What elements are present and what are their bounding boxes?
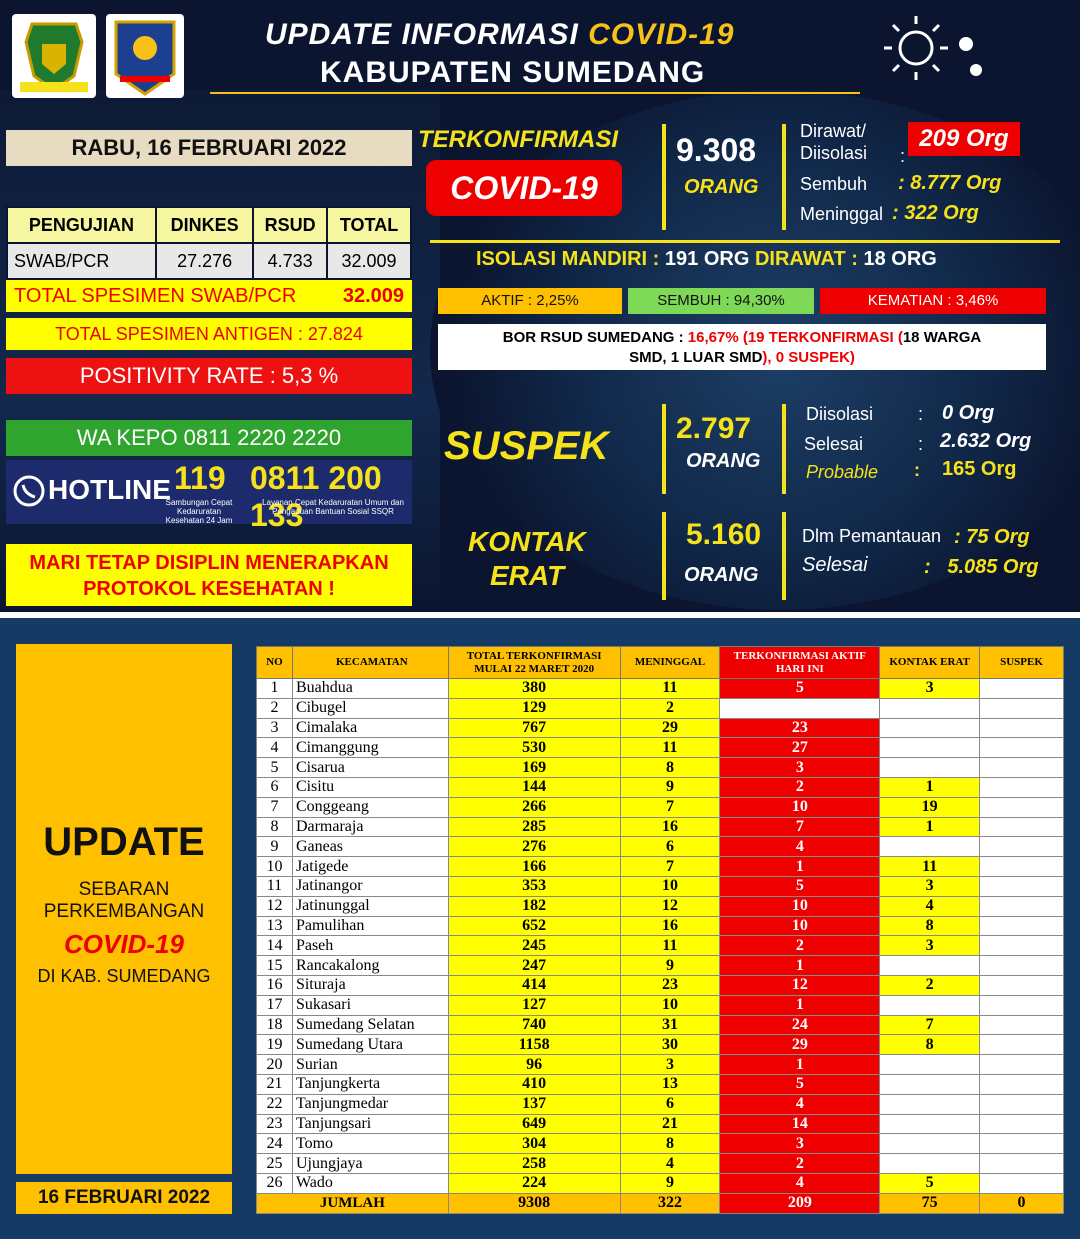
td-dinkes: 27.276 bbox=[156, 243, 253, 279]
th-kecamatan: KECAMATAN bbox=[292, 647, 448, 679]
row-suspek bbox=[980, 1094, 1064, 1114]
table-row bbox=[257, 1055, 1064, 1075]
row-suspek bbox=[980, 797, 1064, 817]
row-meninggal: 11 bbox=[620, 679, 720, 699]
row-suspek bbox=[980, 1114, 1064, 1134]
row-kontak bbox=[880, 698, 980, 718]
row-suspek bbox=[980, 1154, 1064, 1174]
hotline-119: 119 bbox=[174, 460, 226, 496]
row-no: 26 bbox=[257, 1173, 293, 1193]
total-specimen-label: TOTAL SPESIMEN SWAB/PCR bbox=[14, 285, 297, 307]
row-kontak: 8 bbox=[880, 1035, 980, 1055]
row-no: 1 bbox=[257, 679, 293, 699]
table-row bbox=[257, 797, 1064, 817]
row-suspek bbox=[980, 1035, 1064, 1055]
table-row bbox=[257, 916, 1064, 936]
row-aktif: 12 bbox=[720, 975, 880, 995]
row-kecamatan: Tanjungkerta bbox=[292, 1074, 448, 1094]
row-suspek bbox=[980, 738, 1064, 758]
dirawat-value: 209 Org bbox=[908, 122, 1020, 156]
th-meninggal: MENINGGAL bbox=[620, 647, 720, 679]
th-total: TOTAL bbox=[327, 207, 411, 243]
row-aktif bbox=[720, 698, 880, 718]
row-meninggal: 23 bbox=[620, 975, 720, 995]
row-kontak bbox=[880, 1134, 980, 1154]
row-suspek bbox=[980, 718, 1064, 738]
table-row bbox=[257, 896, 1064, 916]
suspek-probable-label: Probable bbox=[806, 462, 879, 482]
row-aktif: 27 bbox=[720, 738, 880, 758]
row-aktif: 3 bbox=[720, 758, 880, 778]
row-meninggal: 30 bbox=[620, 1035, 720, 1055]
kecamatan-table bbox=[256, 646, 1064, 1214]
row-suspek bbox=[980, 936, 1064, 956]
kontak-label-2: ERAT bbox=[490, 560, 565, 591]
th-pengujian: PENGUJIAN bbox=[7, 207, 156, 243]
row-kecamatan: Tanjungsari bbox=[292, 1114, 448, 1134]
row-no: 19 bbox=[257, 1035, 293, 1055]
row-suspek bbox=[980, 876, 1064, 896]
testing-table bbox=[6, 206, 412, 280]
whatsapp-icon bbox=[12, 474, 46, 508]
kontak-selesai-value: : 5.085 Org bbox=[924, 556, 1039, 578]
row-meninggal: 10 bbox=[620, 876, 720, 896]
row-total: 224 bbox=[448, 1173, 620, 1193]
row-aktif: 29 bbox=[720, 1035, 880, 1055]
suspek-diisolasi-value: 0 Org bbox=[942, 402, 995, 424]
row-kontak: 5 bbox=[880, 1173, 980, 1193]
row-aktif: 1 bbox=[720, 857, 880, 877]
row-total: 96 bbox=[448, 1055, 620, 1075]
row-meninggal: 12 bbox=[620, 896, 720, 916]
row-kecamatan: Ujungjaya bbox=[292, 1154, 448, 1174]
row-no: 9 bbox=[257, 837, 293, 857]
row-total: 247 bbox=[448, 956, 620, 976]
row-total: 266 bbox=[448, 797, 620, 817]
table-row bbox=[257, 1173, 1064, 1193]
row-total: 245 bbox=[448, 936, 620, 956]
row-kontak: 3 bbox=[880, 876, 980, 896]
row-suspek bbox=[980, 995, 1064, 1015]
total-meninggal: 322 bbox=[620, 1193, 720, 1213]
row-kecamatan: Jatinunggal bbox=[292, 896, 448, 916]
row-meninggal: 8 bbox=[620, 758, 720, 778]
title-underline bbox=[210, 92, 860, 94]
row-kecamatan: Wado bbox=[292, 1173, 448, 1193]
table-row bbox=[257, 1134, 1064, 1154]
row-aktif: 3 bbox=[720, 1134, 880, 1154]
isolasi-row: ISOLASI MANDIRI : 191 ORG DIRAWAT : 18 ORG bbox=[476, 248, 937, 270]
row-kontak: 3 bbox=[880, 936, 980, 956]
row-kecamatan: Pamulihan bbox=[292, 916, 448, 936]
row-no: 11 bbox=[257, 876, 293, 896]
row-kontak bbox=[880, 1055, 980, 1075]
row-kecamatan: Paseh bbox=[292, 936, 448, 956]
table-row bbox=[257, 975, 1064, 995]
row-total: 285 bbox=[448, 817, 620, 837]
total-suspek: 0 bbox=[980, 1193, 1064, 1213]
side-title-box bbox=[16, 644, 232, 1174]
row-meninggal: 7 bbox=[620, 857, 720, 877]
row-no: 2 bbox=[257, 698, 293, 718]
row-suspek bbox=[980, 837, 1064, 857]
row-meninggal: 9 bbox=[620, 956, 720, 976]
row-suspek bbox=[980, 698, 1064, 718]
table-row bbox=[257, 837, 1064, 857]
row-total: 182 bbox=[448, 896, 620, 916]
gugus-tugas-logo bbox=[106, 14, 184, 98]
total-specimen-value: 32.009 bbox=[342, 285, 404, 307]
sembuh-value: : 8.777 Org bbox=[898, 172, 1002, 194]
row-no: 6 bbox=[257, 777, 293, 797]
row-meninggal: 6 bbox=[620, 837, 720, 857]
table-row bbox=[257, 1114, 1064, 1134]
row-kontak bbox=[880, 738, 980, 758]
positivity-row: POSITIVITY RATE : 5,3 % bbox=[6, 358, 412, 394]
row-kecamatan: Cibugel bbox=[292, 698, 448, 718]
row-kecamatan: Buahdua bbox=[292, 679, 448, 699]
terkonfirmasi-label: TERKONFIRMASI bbox=[418, 126, 618, 153]
row-kontak bbox=[880, 1114, 980, 1134]
row-kecamatan: Cimanggung bbox=[292, 738, 448, 758]
row-suspek bbox=[980, 1055, 1064, 1075]
antigen-row: TOTAL SPESIMEN ANTIGEN : 27.824 bbox=[6, 318, 412, 350]
row-no: 14 bbox=[257, 936, 293, 956]
row-kontak: 3 bbox=[880, 679, 980, 699]
row-kecamatan: Sukasari bbox=[292, 995, 448, 1015]
virus-icon bbox=[880, 14, 1000, 84]
row-aktif: 1 bbox=[720, 1055, 880, 1075]
row-no: 20 bbox=[257, 1055, 293, 1075]
row-suspek bbox=[980, 758, 1064, 778]
row-aktif: 10 bbox=[720, 896, 880, 916]
row-kecamatan: Sumedang Utara bbox=[292, 1035, 448, 1055]
row-kontak: 8 bbox=[880, 916, 980, 936]
td-swab: SWAB/PCR bbox=[7, 243, 156, 279]
th-total: TOTAL TERKONFIRMASI MULAI 22 MARET 2020 bbox=[448, 647, 620, 679]
motto-box bbox=[6, 544, 412, 606]
table-row bbox=[257, 956, 1064, 976]
row-total: 304 bbox=[448, 1134, 620, 1154]
hotline-number-desc: Layanan Cepat Kedaruratan Umum dan Pengaduan Bantuan Sosial SSQR bbox=[262, 498, 404, 516]
row-kontak: 11 bbox=[880, 857, 980, 877]
row-meninggal: 13 bbox=[620, 1074, 720, 1094]
bor-box: BOR RSUD SUMEDANG : 16,67% (19 TERKONFIRMASI (18 WARGA SMD, 1 LUAR SMD), 0 SUSPEK) bbox=[438, 324, 1046, 370]
suspek-count: 2.797 bbox=[676, 412, 752, 445]
kontak-selesai-label: Selesai bbox=[802, 554, 868, 576]
row-no: 4 bbox=[257, 738, 293, 758]
confirmed-count: 9.308 bbox=[676, 132, 757, 168]
th-dinkes: DINKES bbox=[156, 207, 253, 243]
row-total: 353 bbox=[448, 876, 620, 896]
table-row bbox=[257, 857, 1064, 877]
row-total: 652 bbox=[448, 916, 620, 936]
motto-line-2: PROTOKOL KESEHATAN ! bbox=[83, 578, 335, 600]
table-row bbox=[257, 758, 1064, 778]
row-kecamatan: Cisarua bbox=[292, 758, 448, 778]
td-total: 32.009 bbox=[327, 243, 411, 279]
row-total: 530 bbox=[448, 738, 620, 758]
row-meninggal: 8 bbox=[620, 1134, 720, 1154]
row-suspek bbox=[980, 956, 1064, 976]
th-kontak-erat: KONTAK ERAT bbox=[880, 647, 980, 679]
row-total: 767 bbox=[448, 718, 620, 738]
row-no: 5 bbox=[257, 758, 293, 778]
report-date: RABU, 16 FEBRUARI 2022 bbox=[6, 130, 412, 166]
row-kecamatan: Situraja bbox=[292, 975, 448, 995]
suspek-probable-value: 165 Org bbox=[942, 458, 1017, 480]
side-line-3: COVID-19 bbox=[64, 929, 184, 959]
row-suspek bbox=[980, 1173, 1064, 1193]
kontak-pemantauan-value: : 75 Org bbox=[954, 526, 1030, 548]
row-aktif: 10 bbox=[720, 797, 880, 817]
suspek-selesai-value: 2.632 Org bbox=[940, 430, 1032, 452]
row-aktif: 5 bbox=[720, 876, 880, 896]
suspek-diisolasi-label: Diisolasi bbox=[806, 404, 874, 424]
row-kecamatan: Sumedang Selatan bbox=[292, 1015, 448, 1035]
table-row bbox=[257, 738, 1064, 758]
row-aktif: 24 bbox=[720, 1015, 880, 1035]
row-meninggal: 10 bbox=[620, 995, 720, 1015]
table-row bbox=[257, 1074, 1064, 1094]
row-kontak: 19 bbox=[880, 797, 980, 817]
row-aktif: 4 bbox=[720, 1094, 880, 1114]
row-meninggal: 11 bbox=[620, 738, 720, 758]
meninggal-label: Meninggal bbox=[800, 204, 884, 224]
wa-kepo-row: WA KEPO 0811 2220 2220 bbox=[6, 420, 412, 456]
row-aktif: 5 bbox=[720, 1074, 880, 1094]
sumedang-logo bbox=[12, 14, 96, 98]
side-update: UPDATE bbox=[43, 820, 205, 864]
table-row bbox=[257, 1154, 1064, 1174]
row-aktif: 2 bbox=[720, 936, 880, 956]
side-line-2: PERKEMBANGAN bbox=[43, 901, 205, 922]
row-total: 276 bbox=[448, 837, 620, 857]
row-kecamatan: Tanjungmedar bbox=[292, 1094, 448, 1114]
row-no: 12 bbox=[257, 896, 293, 916]
row-aktif: 1 bbox=[720, 956, 880, 976]
row-kontak: 2 bbox=[880, 975, 980, 995]
row-aktif: 7 bbox=[720, 817, 880, 837]
row-meninggal: 31 bbox=[620, 1015, 720, 1035]
row-kontak bbox=[880, 1094, 980, 1114]
table-row bbox=[257, 777, 1064, 797]
row-suspek bbox=[980, 1074, 1064, 1094]
row-aktif: 4 bbox=[720, 837, 880, 857]
row-kontak: 1 bbox=[880, 777, 980, 797]
row-suspek bbox=[980, 975, 1064, 995]
row-total: 127 bbox=[448, 995, 620, 1015]
kematian-rate: KEMATIAN : 3,46% bbox=[820, 288, 1046, 314]
row-total: 169 bbox=[448, 758, 620, 778]
row-aktif: 2 bbox=[720, 1154, 880, 1174]
row-kontak bbox=[880, 995, 980, 1015]
row-kecamatan: Rancakalong bbox=[292, 956, 448, 976]
sembuh-rate: SEMBUH : 94,30% bbox=[628, 288, 814, 314]
row-no: 7 bbox=[257, 797, 293, 817]
side-line-4: DI KAB. SUMEDANG bbox=[37, 966, 211, 986]
sembuh-label: Sembuh bbox=[800, 174, 868, 194]
table-row bbox=[257, 936, 1064, 956]
row-meninggal: 2 bbox=[620, 698, 720, 718]
row-kontak: 7 bbox=[880, 1015, 980, 1035]
hotline-119-desc: Sambungan Cepat Kedaruratan Kesehatan 24 Jam bbox=[165, 498, 233, 525]
row-total: 410 bbox=[448, 1074, 620, 1094]
row-no: 13 bbox=[257, 916, 293, 936]
row-total: 649 bbox=[448, 1114, 620, 1134]
row-aktif: 14 bbox=[720, 1114, 880, 1134]
row-suspek bbox=[980, 679, 1064, 699]
suspek-selesai-label: Selesai bbox=[804, 434, 864, 454]
hotline-number: 0811 200 133 bbox=[250, 460, 382, 533]
row-aktif: 2 bbox=[720, 777, 880, 797]
hotline-label: HOTLINE bbox=[48, 474, 171, 505]
row-kecamatan: Cimalaka bbox=[292, 718, 448, 738]
row-suspek bbox=[980, 857, 1064, 877]
row-no: 17 bbox=[257, 995, 293, 1015]
row-no: 16 bbox=[257, 975, 293, 995]
row-kontak bbox=[880, 1154, 980, 1174]
confirmed-unit: ORANG bbox=[684, 176, 759, 198]
row-no: 3 bbox=[257, 718, 293, 738]
table-row bbox=[257, 876, 1064, 896]
row-kecamatan: Cisitu bbox=[292, 777, 448, 797]
title-line-1: UPDATE INFORMASI COVID-19 bbox=[265, 18, 735, 51]
row-no: 21 bbox=[257, 1074, 293, 1094]
row-kontak bbox=[880, 956, 980, 976]
table-row bbox=[257, 1015, 1064, 1035]
row-suspek bbox=[980, 916, 1064, 936]
meninggal-value: : 322 Org bbox=[892, 202, 979, 224]
row-no: 8 bbox=[257, 817, 293, 837]
table-row bbox=[257, 679, 1064, 699]
th-no: NO bbox=[257, 647, 293, 679]
row-no: 23 bbox=[257, 1114, 293, 1134]
row-no: 15 bbox=[257, 956, 293, 976]
row-meninggal: 9 bbox=[620, 777, 720, 797]
row-kontak bbox=[880, 758, 980, 778]
row-aktif: 5 bbox=[720, 679, 880, 699]
row-meninggal: 9 bbox=[620, 1173, 720, 1193]
row-total: 1158 bbox=[448, 1035, 620, 1055]
kontak-pemantauan-label: Dlm Pemantauan bbox=[802, 526, 942, 546]
row-kontak bbox=[880, 718, 980, 738]
row-meninggal: 16 bbox=[620, 916, 720, 936]
dirawat-label: Dirawat/ Diisolasi bbox=[800, 121, 868, 163]
row-meninggal: 21 bbox=[620, 1114, 720, 1134]
th-suspek: SUSPEK bbox=[980, 647, 1064, 679]
row-kecamatan: Jatinangor bbox=[292, 876, 448, 896]
row-total: 380 bbox=[448, 679, 620, 699]
row-suspek bbox=[980, 896, 1064, 916]
th-rsud: RSUD bbox=[253, 207, 327, 243]
row-kecamatan: Tomo bbox=[292, 1134, 448, 1154]
row-kecamatan: Conggeang bbox=[292, 797, 448, 817]
row-no: 10 bbox=[257, 857, 293, 877]
row-kecamatan: Ganeas bbox=[292, 837, 448, 857]
total-kontak: 75 bbox=[880, 1193, 980, 1213]
side-date: 16 FEBRUARI 2022 bbox=[16, 1182, 232, 1214]
table-row bbox=[257, 995, 1064, 1015]
row-kecamatan: Surian bbox=[292, 1055, 448, 1075]
row-meninggal: 7 bbox=[620, 797, 720, 817]
row-suspek bbox=[980, 777, 1064, 797]
row-meninggal: 16 bbox=[620, 817, 720, 837]
covid-badge: COVID-19 bbox=[426, 160, 622, 216]
row-kontak: 1 bbox=[880, 817, 980, 837]
row-total: 258 bbox=[448, 1154, 620, 1174]
suspek-unit: ORANG bbox=[686, 450, 761, 472]
row-meninggal: 4 bbox=[620, 1154, 720, 1174]
hotline-banner bbox=[6, 460, 412, 533]
td-rsud: 4.733 bbox=[253, 243, 327, 279]
total-confirmed: 9308 bbox=[448, 1193, 620, 1213]
row-meninggal: 11 bbox=[620, 936, 720, 956]
table-row bbox=[257, 718, 1064, 738]
top-infographic: UPDATE INFORMASI COVID-19 KABUPATEN SUMEDANG RABU, 16 FEBRUARI 2022 PENGUJIAN DINKES RSUD TOTAL SWAB/PCR 27.276 4.733 32.009 TOTAL SPESIMEN SWAB/PCR 32.009 TOTAL SPESIMEN ANTIGEN : 27.824 POSITIVITY RATE : 5,3 % WA KEPO 0811 2220 2220 HOTLINE 119 Sambungan Cepat Kedaruratan Kesehatan 24 Jam 0811 200 133 Layanan Cepat Kedaruratan Umum dan Pengaduan Bantuan Sosial SSQR MARI TETAP DISIPLIN MENERAPKAN PROTOKOL KESEHATAN ! TERKONFIRMASI COVID-19 9.308 ORANG Dirawat/ Diisolasi : 209 Org Sembuh : 8.777 Org Meninggal : 322 Org ISOLASI MANDIRI : 191 ORG DIRAWAT : 18 ORG AKTIF : 2,25% SEMBUH : 94,30% KEMATIAN : 3,46% BOR RSUD SUMEDANG : 16,67% (19 TERKONFIRMASI (18 WARGA SMD, 1 LUAR SMD), 0 SUSPEK) SUSPEK 2.797 ORANG Diisolasi : 0 Org Selesai : 2.632 Org Probable : 165 Org KONTAK ERAT 5.160 ORANG Dlm Pemantauan : 75 Org Selesai : 5.085 Org bbox=[0, 0, 1080, 612]
row-no: 18 bbox=[257, 1015, 293, 1035]
row-suspek bbox=[980, 1134, 1064, 1154]
row-kontak: 4 bbox=[880, 896, 980, 916]
table-row bbox=[257, 1094, 1064, 1114]
th-aktif: TERKONFIRMASI AKTIF HARI INI bbox=[720, 647, 880, 679]
row-suspek bbox=[980, 817, 1064, 837]
row-suspek bbox=[980, 1015, 1064, 1035]
row-aktif: 10 bbox=[720, 916, 880, 936]
row-total: 740 bbox=[448, 1015, 620, 1035]
suspek-label: SUSPEK bbox=[444, 424, 609, 468]
kontak-unit: ORANG bbox=[684, 564, 759, 586]
kontak-label-1: KONTAK bbox=[468, 526, 586, 557]
row-meninggal: 3 bbox=[620, 1055, 720, 1075]
total-specimen-row bbox=[6, 280, 412, 312]
row-no: 24 bbox=[257, 1134, 293, 1154]
row-aktif: 1 bbox=[720, 995, 880, 1015]
table-row bbox=[257, 698, 1064, 718]
row-meninggal: 6 bbox=[620, 1094, 720, 1114]
table-row bbox=[257, 817, 1064, 837]
row-kecamatan: Darmaraja bbox=[292, 817, 448, 837]
title-line-2: KABUPATEN SUMEDANG bbox=[320, 56, 706, 89]
row-total: 166 bbox=[448, 857, 620, 877]
row-no: 22 bbox=[257, 1094, 293, 1114]
row-kontak bbox=[880, 837, 980, 857]
total-label: JUMLAH bbox=[257, 1193, 449, 1213]
aktif-rate: AKTIF : 2,25% bbox=[438, 288, 622, 314]
total-aktif: 209 bbox=[720, 1193, 880, 1213]
row-kecamatan: Jatigede bbox=[292, 857, 448, 877]
row-total: 144 bbox=[448, 777, 620, 797]
row-aktif: 4 bbox=[720, 1173, 880, 1193]
row-total: 137 bbox=[448, 1094, 620, 1114]
row-meninggal: 29 bbox=[620, 718, 720, 738]
side-line-1: SEBARAN bbox=[78, 879, 170, 900]
kontak-count: 5.160 bbox=[686, 518, 762, 551]
row-total: 414 bbox=[448, 975, 620, 995]
row-aktif: 23 bbox=[720, 718, 880, 738]
motto-line-1: MARI TETAP DISIPLIN MENERAPKAN bbox=[29, 552, 389, 574]
row-kontak bbox=[880, 1074, 980, 1094]
row-total: 129 bbox=[448, 698, 620, 718]
row-no: 25 bbox=[257, 1154, 293, 1174]
table-row bbox=[257, 1035, 1064, 1055]
